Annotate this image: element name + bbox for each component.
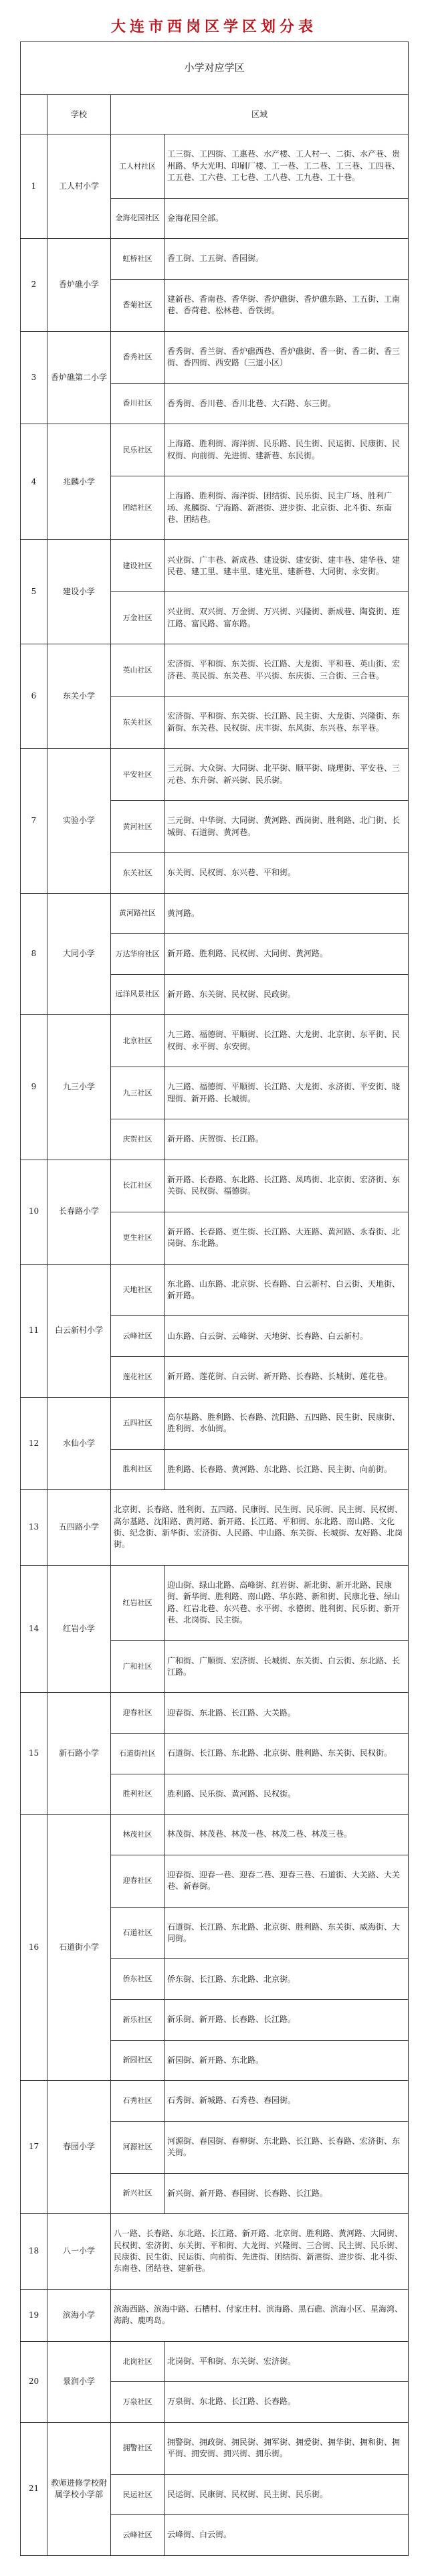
- area-streets: 新兴街、新开路、春园街、长春路、长江路。: [165, 2173, 409, 2214]
- area-streets: 广和街、广顺街、宏济街、长城街、东关街、白云街、东北路、长江路。: [165, 1641, 409, 1693]
- table-subtitle: 小学对应学区: [21, 42, 409, 95]
- community-name: 胜利社区: [111, 1774, 165, 1815]
- table-row: [21, 2422, 409, 2474]
- school-number: 15: [21, 1693, 47, 1815]
- community-name: 民运社区: [111, 2474, 165, 2515]
- school-name: 长春路小学: [47, 1160, 111, 1264]
- school-name: 九三小学: [47, 1015, 111, 1160]
- table-row: [21, 1264, 409, 1316]
- area-streets: 宏济街、平和街、东关街、长江路、民主街、大龙街、兴隆街、东新街、东关巷、民权街、庆丰街、东风街、东兴巷、东平巷。: [165, 697, 409, 749]
- table-subtitle-row: [21, 42, 409, 95]
- community-name: 建设社区: [111, 540, 165, 592]
- area-streets: 河源街、春园街、春柳街、东北路、长江路、长春路、宏济街、东关街。: [165, 2121, 409, 2173]
- area-streets: 滨海西路、滨海中路、石槽村、付家庄村、滨海路、黑石礁、滨海小区、星海湾、海韵、鹿鸣岛。: [111, 2289, 409, 2341]
- table-row: [21, 540, 409, 592]
- area-streets: 新园街、新开路、东北路。: [165, 2040, 409, 2081]
- school-number: 1: [21, 134, 47, 239]
- school-name: 红岩小学: [47, 1565, 111, 1693]
- community-name: 平安社区: [111, 749, 165, 801]
- community-name: 九三社区: [111, 1067, 165, 1119]
- area-streets: 东北路、山东路、北京街、长春路、白云新村、白云街、天地街、新开路。: [165, 1264, 409, 1316]
- community-name: 更生社区: [111, 1212, 165, 1264]
- header-num: [21, 95, 47, 134]
- area-streets: 石道街、长江路、东北路、北京街、胜利路、东关街、民权街。: [165, 1733, 409, 1774]
- community-name: 石道街社区: [111, 1733, 165, 1774]
- community-name: 万金社区: [111, 592, 165, 644]
- school-number: 5: [21, 540, 47, 644]
- area-streets: 新开路、庆贺街、长江路。: [165, 1119, 409, 1160]
- area-streets: 胜利路、长春路、黄河路、东北路、长江路、民主街、向前街。: [165, 1449, 409, 1490]
- school-name: 春园小学: [47, 2081, 111, 2214]
- area-streets: 新开路、长春路、东北路、长江路、凤鸣街、北京街、宏济街、东关街、民权街、福德街。: [165, 1160, 409, 1212]
- table-row: [21, 2081, 409, 2122]
- community-name: 黄河社区: [111, 801, 165, 853]
- school-name: 香炉礁小学: [47, 239, 111, 331]
- area-streets: 新开路、长春路、更生街、长江路、大连路、黄河路、永春街、北岗街、东北路。: [165, 1212, 409, 1264]
- community-name: 新园社区: [111, 2040, 165, 2081]
- table-row: [21, 134, 409, 198]
- community-name: 林茂社区: [111, 1815, 165, 1855]
- table-row: [21, 2341, 409, 2382]
- area-streets: 九三路、福德街、平顺街、长江路、大龙街、北京街、东平街、民权街、永平街、东安街。: [165, 1015, 409, 1067]
- area-streets: 北岗街、平和街、东关街、宏济街。: [165, 2341, 409, 2382]
- area-streets: 上海路、胜利街、海洋街、民乐路、民生街、民运街、民康街、民权街、向前街、先进街、建新巷、东民街。: [165, 424, 409, 476]
- area-streets: 迎春街、东北路、长江路、大关路。: [165, 1693, 409, 1734]
- school-number: 2: [21, 239, 47, 331]
- school-number: 21: [21, 2422, 47, 2555]
- community-name: 北岗社区: [111, 2341, 165, 2382]
- area-streets: 林茂街、林茂巷、林茂一巷、林茂二巷、林茂三巷。: [165, 1815, 409, 1855]
- area-streets: 建新巷、香南巷、香华街、香炉礁街、香炉礁东路、工五街、工南巷、香荷巷、松林巷、香铁街。: [165, 279, 409, 331]
- area-streets: 东关街、民权街、东兴巷、平和街。: [165, 853, 409, 894]
- area-streets: 民运街、民康街、民权街、民主街、民乐街。: [165, 2474, 409, 2515]
- area-streets: 云峰街、白云街。: [165, 2515, 409, 2556]
- school-name: 新石路小学: [47, 1693, 111, 1815]
- document-title: 大连市西岗区学区划分表: [110, 18, 317, 35]
- area-streets: 香秀街、香兰街、香炉礁西巷、香炉礁街、香一街、香二街、香三街、香四街、西安路（三道小区）: [165, 331, 409, 383]
- school-name: 实验小学: [47, 749, 111, 893]
- school-name: 八一小学: [47, 2214, 111, 2290]
- community-name: 迎春社区: [111, 1693, 165, 1734]
- school-name: 香炉礁第二小学: [47, 331, 111, 424]
- school-name: 建设小学: [47, 540, 111, 644]
- area-streets: 三元街、大众街、大同街、北平街、顺平街、晓理街、平安巷、三元巷、东升街、新兴街、民乐街。: [165, 749, 409, 801]
- school-name: 水仙小学: [47, 1397, 111, 1489]
- table-header-row: [21, 95, 409, 134]
- area-streets: 山东路、白云街、云峰街、天地街、长春路、白云新村。: [165, 1316, 409, 1357]
- area-streets: 北京街、长春路、胜利街、五四路、民康街、民生街、民乐街、民主街、民权街、高尔基路、沈阳路、黄河路、新开路、长江路、平和街、东北路、南山路、文化街、纪念街、新华街、宏济街、人民路、中山路、东关街、长城街、友好路、北岗街。: [111, 1490, 409, 1566]
- area-streets: 兴业街、广丰巷、新成巷、建设街、建安街、建丰巷、建华巷、建民巷、建工里、建丰里、建光里、建新巷、大同街、永安街。: [165, 540, 409, 592]
- area-streets: 高尔基路、胜利路、长春路、沈阳路、五四路、民生街、民康街、胜利街、水仙街。: [165, 1397, 409, 1449]
- school-number: 19: [21, 2289, 47, 2341]
- school-number: 17: [21, 2081, 47, 2214]
- community-name: 金海花园社区: [111, 198, 165, 239]
- school-name: 滨海小学: [47, 2289, 111, 2341]
- document: [20, 12, 408, 2556]
- area-streets: 新开路、东关街、民权街、民政街。: [165, 974, 409, 1015]
- area-streets: 迎春街、迎春一巷、迎春二巷、迎春三巷、石道街、大关路、大关巷、新春街。: [165, 1855, 409, 1907]
- community-name: 新兴社区: [111, 2173, 165, 2214]
- table-row: [21, 749, 409, 801]
- table-row: [21, 424, 409, 476]
- school-number: 11: [21, 1264, 47, 1397]
- table-row: [21, 1693, 409, 1734]
- school-number: 12: [21, 1397, 47, 1489]
- area-streets: 石秀街、新城路、石秀巷、春园街。: [165, 2081, 409, 2122]
- community-name: 虹桥社区: [111, 239, 165, 280]
- community-name: 侨东社区: [111, 1959, 165, 2000]
- school-name: 教师进修学校附属学校小学部: [47, 2422, 111, 2555]
- community-name: 民乐社区: [111, 424, 165, 476]
- community-name: 五四社区: [111, 1397, 165, 1449]
- area-streets: 拥警街、拥政街、拥民街、拥军街、拥爱街、拥华街、拥和街、拥平街、拥安街、拥兴街、拥乐街。: [165, 2422, 409, 2474]
- school-name: 东关小学: [47, 644, 111, 749]
- school-number: 6: [21, 644, 47, 749]
- community-name: 石道社区: [111, 1907, 165, 1959]
- table-row: [21, 1397, 409, 1449]
- area-streets: 新乐街、新开路、长春路、长江路。: [165, 2000, 409, 2041]
- table-row: [21, 2289, 409, 2341]
- community-name: 黄河路社区: [111, 893, 165, 934]
- community-name: 长江社区: [111, 1160, 165, 1212]
- community-name: 北京社区: [111, 1015, 165, 1067]
- district-table: [20, 41, 409, 2556]
- table-row: [21, 1815, 409, 1855]
- community-name: 河源社区: [111, 2121, 165, 2173]
- community-name: 云峰社区: [111, 2515, 165, 2556]
- school-name: 兆麟小学: [47, 424, 111, 540]
- community-name: 新乐社区: [111, 2000, 165, 2041]
- area-streets: 新开路、胜利路、民权街、大同街、黄河路。: [165, 934, 409, 975]
- area-streets: 胜利路、民乐街、黄河路、民权街。: [165, 1774, 409, 1815]
- table-row: [21, 2214, 409, 2290]
- school-number: 7: [21, 749, 47, 893]
- community-name: 拥警社区: [111, 2422, 165, 2474]
- school-number: 14: [21, 1565, 47, 1693]
- school-number: 16: [21, 1815, 47, 2081]
- community-name: 东关社区: [111, 853, 165, 894]
- community-name: 香秀社区: [111, 331, 165, 383]
- school-name: 大同小学: [47, 893, 111, 1015]
- area-streets: 三元街、中华街、大同街、黄河路、西岗街、胜利路、北门街、长城街、石道街、黄河巷。: [165, 801, 409, 853]
- school-number: 3: [21, 331, 47, 424]
- area-streets: 香工街、工五街、香园街。: [165, 239, 409, 280]
- community-name: 迎春社区: [111, 1855, 165, 1907]
- community-name: 石秀社区: [111, 2081, 165, 2122]
- area-streets: 新开路、莲花街、白云街、新开路、长春路、长城街、莲花巷。: [165, 1357, 409, 1398]
- table-row: [21, 893, 409, 934]
- area-streets: 上海路、胜利街、海洋街、团结街、民乐街、民主广场、胜利广场、兆麟街、宁海路、新港街、进步街、北京街、北斗街、东南巷、团结巷。: [165, 476, 409, 540]
- school-number: 20: [21, 2341, 47, 2422]
- area-streets: 九三路、福德街、平顺街、长江路、大龙街、永济街、平安街、晓理街、新开路、长城街。: [165, 1067, 409, 1119]
- table-row: [21, 1160, 409, 1212]
- community-name: 万达华府社区: [111, 934, 165, 975]
- area-streets: 黄河路。: [165, 893, 409, 934]
- school-number: 4: [21, 424, 47, 540]
- area-streets: 八一路、长春路、东北路、长江路、新开路、北京街、胜利路、黄河路、大同街、民权街、宏济街、东关街、平和街、大龙街、兴隆街、三合街、民主街、民乐街、民康街、民生街、民运街、向前街、先进街、团结街、新港街、进步街、北斗街、东南巷、团结巷、建新巷。: [111, 2214, 409, 2290]
- community-name: 广和社区: [111, 1641, 165, 1693]
- community-name: 团结社区: [111, 476, 165, 540]
- school-number: 13: [21, 1490, 47, 1566]
- school-number: 9: [21, 1015, 47, 1160]
- community-name: 云峰社区: [111, 1316, 165, 1357]
- community-name: 英山社区: [111, 644, 165, 697]
- table-row: [21, 331, 409, 383]
- table-row: [21, 1015, 409, 1067]
- table-row: [21, 239, 409, 280]
- school-name: 石道街小学: [47, 1815, 111, 2081]
- table-row: [21, 644, 409, 697]
- header-area: 区域: [111, 95, 409, 134]
- area-streets: 迎山街、绿山北路、高峰街、红岩街、新北街、新开北路、民康街、新华街、胜利路、南山路、华东路、新和街、民康北巷、绿山路、红岩北巷、东兴巷、永平街、永德街、胜利街、民乐街、新开巷、北岗街、民主街。: [165, 1565, 409, 1641]
- community-name: 莲花社区: [111, 1357, 165, 1398]
- school-number: 8: [21, 893, 47, 1015]
- school-number: 10: [21, 1160, 47, 1264]
- school-name: 工人村小学: [47, 134, 111, 239]
- community-name: 红岩社区: [111, 1565, 165, 1641]
- community-name: 胜利社区: [111, 1449, 165, 1490]
- community-name: 香菊社区: [111, 279, 165, 331]
- community-name: 庆贺社区: [111, 1119, 165, 1160]
- area-streets: 工三街、工四街、工惠巷、水产楼、工人村一、二街、水产巷、贵州路、华大光明、印刷厂楼、工一巷、工二巷、工三巷、工四巷、工五巷、工六巷、工七巷、工八巷、工九巷、工十巷。: [165, 134, 409, 198]
- community-name: 香川社区: [111, 383, 165, 424]
- table-row: [21, 1490, 409, 1566]
- area-streets: 兴业街、双兴街、万金街、万兴街、兴隆街、新成巷、陶瓷街、连江路、富民路、富东路。: [165, 592, 409, 644]
- school-number: 18: [21, 2214, 47, 2290]
- header-school: 学校: [47, 95, 111, 134]
- area-streets: 万泉街、东北路、长江路、长春路。: [165, 2382, 409, 2423]
- area-streets: 侨东街、长江路、东北路、北京街。: [165, 1959, 409, 2000]
- table-row: [21, 1565, 409, 1641]
- community-name: 万泉社区: [111, 2382, 165, 2423]
- area-streets: 宏济街、平和街、东关街、长江路、大龙街、平和巷、英山街、宏济巷、英民街、东关巷、平兴街、东庆街、三合街、三合巷。: [165, 644, 409, 697]
- school-name: 五四路小学: [47, 1490, 111, 1566]
- school-name: 白云新村小学: [47, 1264, 111, 1397]
- community-name: 天地社区: [111, 1264, 165, 1316]
- community-name: 工人村社区: [111, 134, 165, 198]
- community-name: 远洋风景社区: [111, 974, 165, 1015]
- community-name: 东关社区: [111, 697, 165, 749]
- school-name: 景润小学: [47, 2341, 111, 2422]
- area-streets: 金海花园全部。: [165, 198, 409, 239]
- area-streets: 石道街、长江路、东北路、北京街、胜利路、东关街、威海街、大同街。: [165, 1907, 409, 1959]
- area-streets: 香秀街、香川巷、香川北巷、大石路、东三街。: [165, 383, 409, 424]
